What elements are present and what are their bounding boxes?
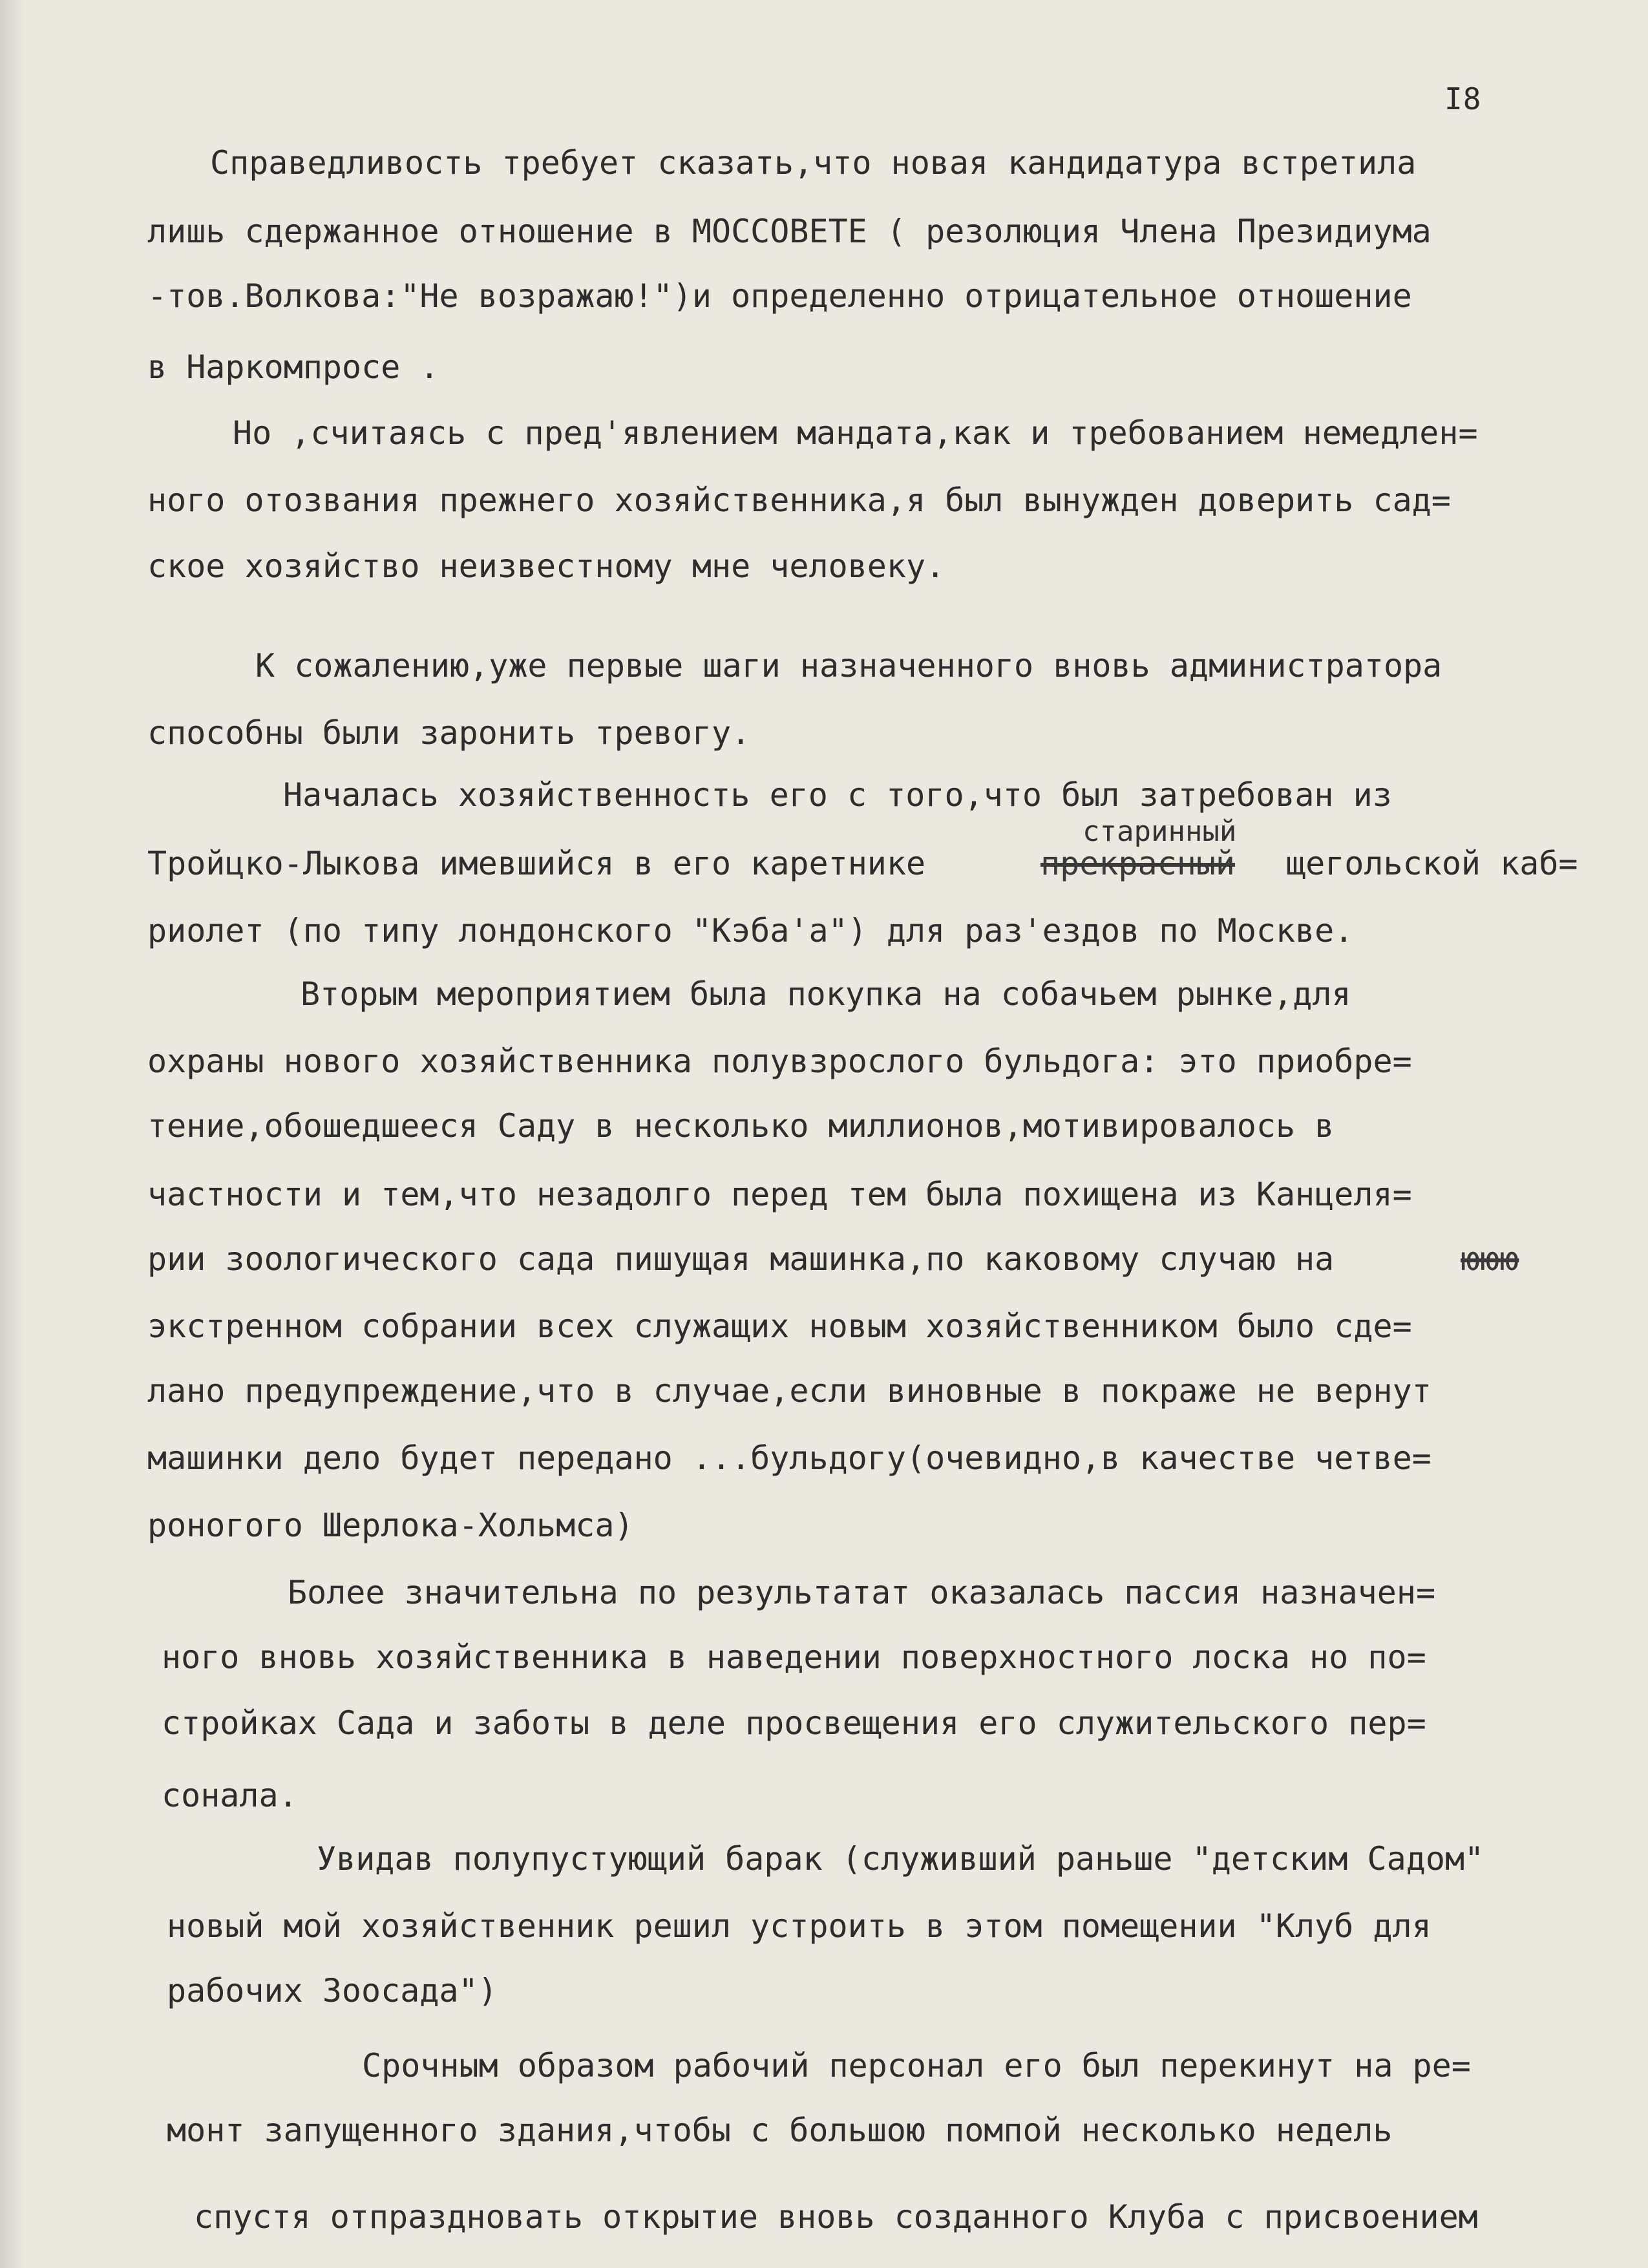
- text-line: -тов.Волкова:"Не возражаю!")и определенно отрицательное отношение: [147, 277, 1412, 315]
- text-line: монт запущенного здания,чтобы с большою помпой несколько недель: [167, 2112, 1393, 2149]
- text-line: Вторым мероприятием была покупка на собачьем рынке,для: [301, 975, 1351, 1013]
- text-line: лано предупреждение,что в случае,если виновные в покраже не вернут: [147, 1372, 1431, 1410]
- text-line: тение,обошедшееся Саду в несколько миллионов,мотивировалось в: [147, 1107, 1335, 1145]
- text-line: частности и тем,что незадолго перед тем была похищена из Канцеля=: [147, 1176, 1412, 1213]
- page-edge-shadow: [0, 0, 26, 2268]
- text-line: Срочным образом рабочий персонал его был перекинут на ре=: [362, 2047, 1471, 2084]
- text-line: роногого Шерлока-Хольмса): [147, 1507, 634, 1544]
- text-line: лишь сдержанное отношение в МОССОВЕТЕ ( резолюция Члена Президиума: [147, 213, 1431, 250]
- text-line: спустя отпраздновать открытие вновь созданного Клуба с присвоением: [194, 2198, 1478, 2236]
- text-line: способны были заронить тревогу.: [147, 714, 751, 752]
- text-line: Более значительна по результатат оказалась пассия назначен=: [288, 1574, 1436, 1611]
- handwritten-insertion: старинный: [1083, 815, 1237, 848]
- text-line: рабочих Зоосада"): [167, 1972, 498, 2009]
- text-line: охраны нового хозяйственника полувзрослого бульдога: это приобре=: [147, 1043, 1412, 1080]
- text-line: риолет (по типу лондонского "Кэба'а") для раз'ездов по Москве.: [147, 912, 1354, 949]
- text-line: Но ,считаясь с пред'явлением мандата,как и требованием немедлен=: [233, 414, 1478, 452]
- text-line: ское хозяйство неизвестному мне человеку.: [147, 547, 945, 585]
- text-line: Увидав полупустующий барак (служивший раньше "детским Садом": [317, 1840, 1484, 1878]
- text-line-continuation: щегольской каб=: [1286, 845, 1578, 882]
- text-line: экстренном собрании всех служащих новым хозяйственником было сде=: [147, 1308, 1412, 1345]
- text-line: рии зоологического сада пишущая машинка,по каковому случаю на: [147, 1240, 1335, 1278]
- text-line: ного отозвания прежнего хозяйственника,я был вынужден доверить сад=: [147, 482, 1451, 519]
- text-line: Тройцко-Лыкова имевшийся в его каретнике: [147, 845, 926, 882]
- struck-out-word: прекрасный: [1041, 845, 1236, 882]
- text-line: К сожалению,уже первые шаги назначенного вновь администратора: [255, 647, 1442, 684]
- text-line: Началась хозяйственность его с того,что был затребован из: [283, 776, 1392, 814]
- text-line: ного вновь хозяйственника в наведении поверхностного лоска но по=: [162, 1638, 1426, 1676]
- struck-out-characters: ююю: [1461, 1240, 1519, 1278]
- text-line: машинки дело будет передано ...бульдогу(очевидно,в качестве четве=: [147, 1439, 1431, 1477]
- text-line: стройках Сада и заботы в деле просвещения его служительского пер=: [162, 1704, 1426, 1742]
- text-line: в Наркомпросе .: [147, 348, 439, 386]
- text-line: новый мой хозяйственник решил устроить в этом помещении "Клуб для: [167, 1907, 1431, 1945]
- text-line: Справедливость требует сказать,что новая кандидатура встретила: [210, 144, 1417, 182]
- text-line: сонала.: [162, 1777, 298, 1814]
- page-number: I8: [1444, 81, 1482, 116]
